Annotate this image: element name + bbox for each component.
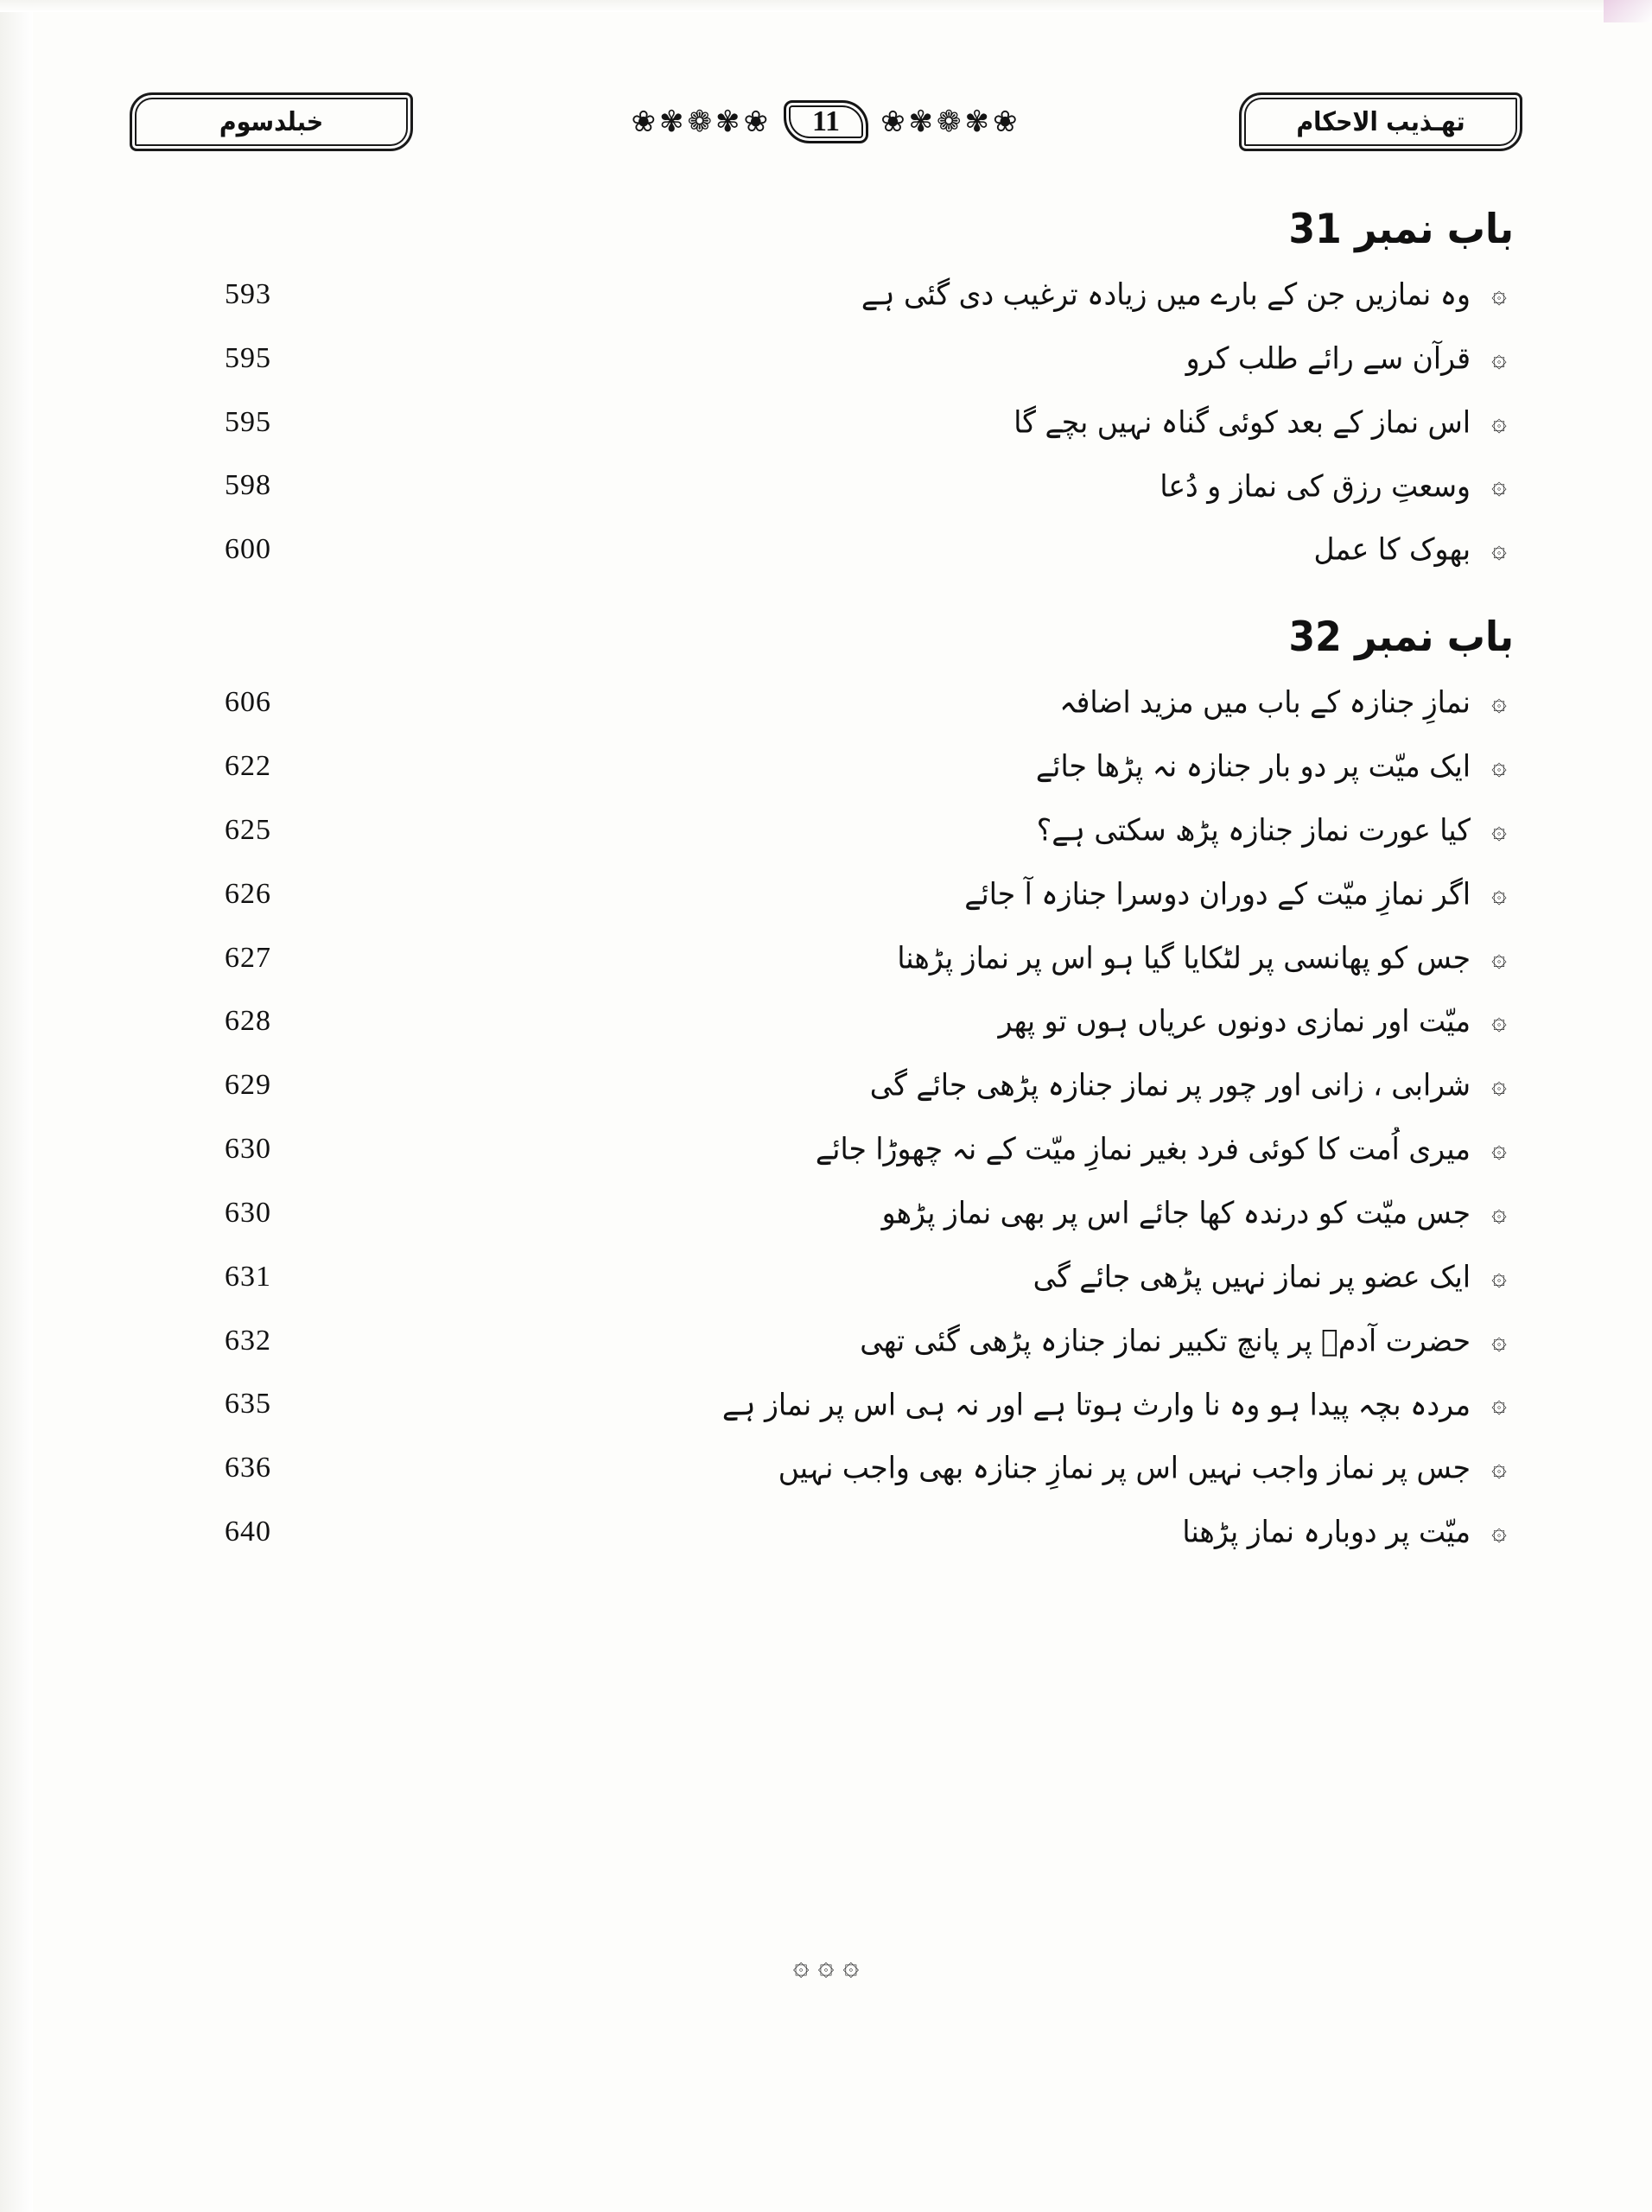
list-item[interactable] xyxy=(130,682,1522,723)
toc-entry-page: 628 xyxy=(225,1005,271,1038)
list-item[interactable] xyxy=(130,810,1522,851)
list-item[interactable] xyxy=(130,1447,1522,1489)
toc-entry-label: جس پر نماز واجب نہیں اس پر نمازِ جنازہ بھی واجب نہیں xyxy=(778,1450,1471,1486)
flower-bullet-icon: ۞ xyxy=(1491,814,1507,845)
flower-bullet-icon: ۞ xyxy=(1491,1389,1507,1420)
flower-bullet-icon: ۞ xyxy=(1491,1261,1507,1292)
list-item[interactable] xyxy=(130,874,1522,915)
volume-label: خبلدسوم xyxy=(219,106,324,137)
toc-entry-label: میّت پر دوبارہ نماز پڑھنا xyxy=(1182,1513,1471,1550)
toc-entry-page: 622 xyxy=(225,749,271,782)
flower-bullet-icon: ۞ xyxy=(1491,342,1507,373)
toc-entry-label: وسعتِ رزق کی نماز و دُعا xyxy=(1160,467,1471,504)
toc-entry-label: میری اُمت کا کوئی فرد بغیر نمازِ میّت کے نہ چھوڑا جائے xyxy=(815,1130,1471,1167)
toc-entry-label: قرآن سے رائے طلب کرو xyxy=(1185,340,1471,376)
toc-entry-label: حضرت آدمؑ پر پانچ تکبیر نماز جنازہ پڑھی گئی تھی xyxy=(860,1322,1471,1358)
toc-entry-page: 629 xyxy=(225,1069,271,1102)
toc-entry-label: شرابی ، زانی اور چور پر نماز جنازہ پڑھی جائے گی xyxy=(869,1067,1471,1103)
toc-entry-label: ایک عضو پر نماز نہیں پڑھی جائے گی xyxy=(1032,1258,1471,1294)
toc-entry-page: 625 xyxy=(225,813,271,846)
flower-bullet-icon: ۞ xyxy=(1491,687,1507,718)
list-item[interactable] xyxy=(130,1065,1522,1106)
page-number: 11 xyxy=(784,100,868,143)
toc-entry-page: 640 xyxy=(225,1516,271,1548)
list-item[interactable] xyxy=(130,466,1522,507)
toc-entry-page: 598 xyxy=(225,469,271,502)
toc-entry-label: وہ نمازیں جن کے بارے میں زیادہ ترغیب دی گئی ہے xyxy=(861,276,1471,313)
toc-entry-label: اس نماز کے بعد کوئی گناہ نہیں بچے گا xyxy=(1013,404,1471,440)
list-item[interactable] xyxy=(130,274,1522,315)
flower-bullet-icon: ۞ xyxy=(1491,534,1507,565)
toc-entry-label: کیا عورت نماز جنازہ پڑھ سکتی ہے؟ xyxy=(1036,811,1471,849)
toc-entry-label: اگر نمازِ میّت کے دوران دوسرا جنازہ آ جائے xyxy=(964,875,1471,912)
list-item[interactable] xyxy=(130,1192,1522,1234)
chapter-block xyxy=(130,207,1522,570)
toc-entry-label: مردہ بچہ پیدا ہو وہ نا وارث ہوتا ہے اور نہ ہی اس پر نماز ہے xyxy=(721,1386,1471,1422)
flower-bullet-icon: ۞ xyxy=(1491,1197,1507,1228)
toc-entry-page: 626 xyxy=(225,877,271,910)
toc-entry-page: 595 xyxy=(225,341,271,374)
flower-bullet-icon: ۞ xyxy=(1491,1070,1507,1101)
toc-entry-page: 595 xyxy=(225,405,271,438)
chapter-title: باب نمبر 31 xyxy=(1288,205,1514,254)
footer-ornament-icon: ۞ ۞ ۞ xyxy=(792,1948,860,1981)
scan-corner-mark xyxy=(1604,0,1652,22)
list-item[interactable] xyxy=(130,1320,1522,1362)
scan-edge-left xyxy=(0,0,33,2212)
list-item[interactable] xyxy=(130,338,1522,379)
chapter-block xyxy=(130,615,1522,1553)
flower-bullet-icon: ۞ xyxy=(1491,1325,1507,1356)
toc-entry-label: بھوک کا عمل xyxy=(1313,531,1471,568)
toc-entry-label: جس میّت کو درندہ کھا جائے اس پر بھی نماز پڑھو xyxy=(881,1194,1471,1231)
flower-bullet-icon: ۞ xyxy=(1491,278,1507,309)
toc-entry-page: 635 xyxy=(225,1388,271,1421)
list-item[interactable] xyxy=(130,938,1522,979)
list-item[interactable] xyxy=(130,1001,1522,1042)
list-item[interactable] xyxy=(130,402,1522,443)
flower-bullet-icon: ۞ xyxy=(1491,1516,1507,1548)
ornament-left-icon: ❀✾❁✾❀ xyxy=(631,105,772,139)
flower-bullet-icon: ۞ xyxy=(1491,470,1507,501)
toc-entry-page: 636 xyxy=(225,1452,271,1484)
book-title-cartouche xyxy=(1239,92,1522,151)
book-title: تهـذيب الاحكام xyxy=(1296,106,1465,137)
toc-entry-page: 627 xyxy=(225,941,271,974)
toc-entry-page: 593 xyxy=(225,277,271,310)
flower-bullet-icon: ۞ xyxy=(1491,1134,1507,1165)
list-item[interactable] xyxy=(130,529,1522,570)
toc-entry-page: 606 xyxy=(225,686,271,719)
header-ornament-band xyxy=(413,100,1239,143)
toc-entry-page: 631 xyxy=(225,1260,271,1293)
ornament-right-icon: ❀✾❁✾❀ xyxy=(880,105,1021,139)
toc-entry-label: نمازِ جنازہ کے باب میں مزید اضافہ xyxy=(1059,684,1471,721)
flower-bullet-icon: ۞ xyxy=(1491,406,1507,437)
toc-entry-page: 632 xyxy=(225,1324,271,1357)
toc-entry-page: 630 xyxy=(225,1196,271,1229)
flower-bullet-icon: ۞ xyxy=(1491,878,1507,909)
scan-edge-top xyxy=(0,0,1652,12)
flower-bullet-icon: ۞ xyxy=(1491,942,1507,973)
chapter-title: باب نمبر 32 xyxy=(1288,613,1514,662)
volume-cartouche xyxy=(130,92,413,151)
flower-bullet-icon: ۞ xyxy=(1491,750,1507,781)
toc-entry-label: میّت اور نمازی دونوں عریاں ہوں تو پھر xyxy=(998,1003,1471,1039)
page-header xyxy=(130,83,1522,161)
list-item[interactable] xyxy=(130,1128,1522,1170)
list-item[interactable] xyxy=(130,746,1522,787)
list-item[interactable] xyxy=(130,1511,1522,1553)
toc-entry-page: 600 xyxy=(225,533,271,566)
flower-bullet-icon: ۞ xyxy=(1491,1006,1507,1037)
toc-entry-label: ایک میّت پر دو بار جنازہ نہ پڑھا جائے xyxy=(1035,747,1471,785)
toc-entry-label: جس کو پھانسی پر لٹکایا گیا ہو اس پر نماز پڑھنا xyxy=(897,939,1471,976)
list-item[interactable] xyxy=(130,1256,1522,1298)
toc-entry-page: 630 xyxy=(225,1133,271,1166)
table-of-contents xyxy=(130,207,1522,1598)
list-item[interactable] xyxy=(130,1384,1522,1426)
flower-bullet-icon: ۞ xyxy=(1491,1452,1507,1484)
